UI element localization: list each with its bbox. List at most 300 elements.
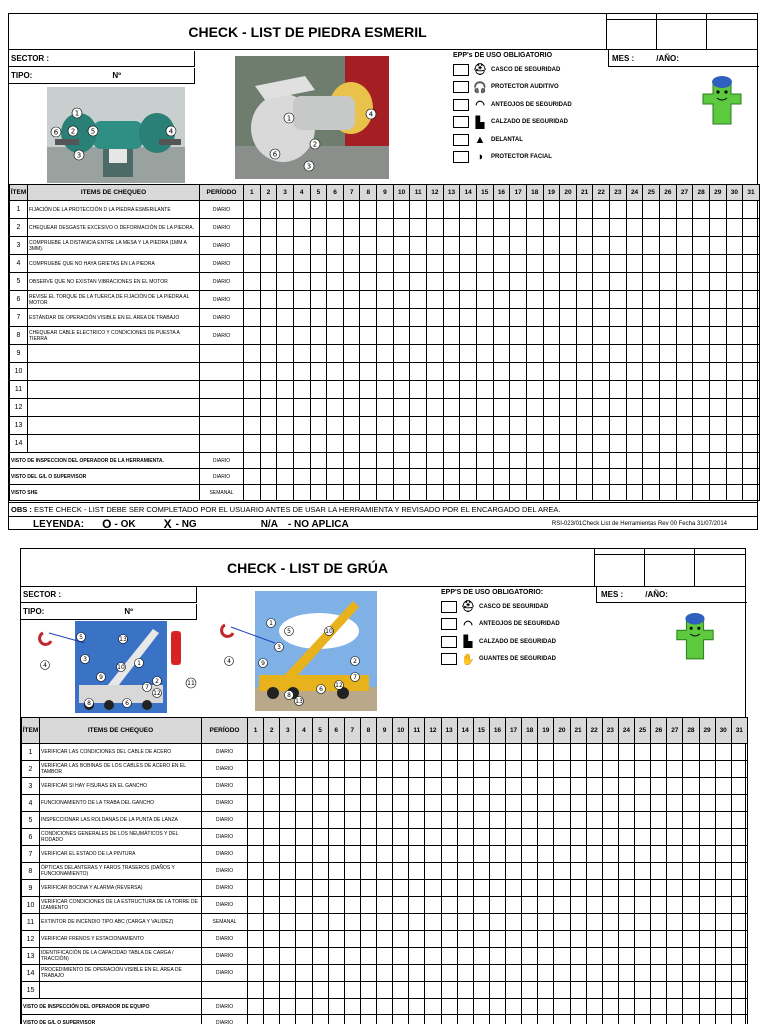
signoff-cell[interactable]: [726, 485, 743, 501]
signoff-cell[interactable]: [743, 469, 760, 485]
day-check-cell[interactable]: [473, 812, 489, 829]
day-check-cell[interactable]: [709, 399, 726, 417]
day-check-cell[interactable]: [489, 931, 505, 948]
day-check-cell[interactable]: [425, 880, 441, 897]
signoff-cell[interactable]: [343, 485, 360, 501]
day-check-cell[interactable]: [593, 363, 610, 381]
signoff-cell[interactable]: [280, 999, 296, 1015]
day-check-cell[interactable]: [360, 219, 377, 237]
day-check-cell[interactable]: [327, 435, 344, 453]
day-check-cell[interactable]: [586, 829, 602, 846]
day-check-cell[interactable]: [676, 201, 693, 219]
day-check-cell[interactable]: [570, 931, 586, 948]
day-check-cell[interactable]: [693, 291, 710, 309]
day-check-cell[interactable]: [743, 417, 760, 435]
day-check-cell[interactable]: [410, 345, 427, 363]
signoff-cell[interactable]: [643, 469, 660, 485]
day-check-cell[interactable]: [593, 291, 610, 309]
day-check-cell[interactable]: [731, 982, 747, 999]
day-check-cell[interactable]: [360, 291, 377, 309]
signoff-cell[interactable]: [310, 485, 327, 501]
day-check-cell[interactable]: [393, 982, 409, 999]
day-check-cell[interactable]: [651, 778, 667, 795]
day-check-cell[interactable]: [377, 744, 393, 761]
signoff-cell[interactable]: [715, 1015, 731, 1024]
day-check-cell[interactable]: [457, 965, 473, 982]
day-check-cell[interactable]: [560, 237, 577, 255]
signoff-cell[interactable]: [493, 453, 510, 469]
day-check-cell[interactable]: [248, 948, 264, 965]
day-check-cell[interactable]: [344, 863, 360, 880]
day-check-cell[interactable]: [264, 897, 280, 914]
day-check-cell[interactable]: [522, 880, 538, 897]
day-check-cell[interactable]: [280, 914, 296, 931]
day-check-cell[interactable]: [377, 829, 393, 846]
day-check-cell[interactable]: [344, 761, 360, 778]
day-check-cell[interactable]: [554, 846, 570, 863]
day-check-cell[interactable]: [543, 363, 560, 381]
day-check-cell[interactable]: [312, 761, 328, 778]
epp-checkbox[interactable]: [441, 618, 457, 630]
day-check-cell[interactable]: [312, 795, 328, 812]
day-check-cell[interactable]: [570, 829, 586, 846]
day-check-cell[interactable]: [310, 417, 327, 435]
day-check-cell[interactable]: [393, 931, 409, 948]
day-check-cell[interactable]: [264, 863, 280, 880]
day-check-cell[interactable]: [676, 291, 693, 309]
day-check-cell[interactable]: [554, 965, 570, 982]
day-check-cell[interactable]: [510, 435, 527, 453]
signoff-cell[interactable]: [460, 485, 477, 501]
signoff-cell[interactable]: [699, 999, 715, 1015]
day-check-cell[interactable]: [570, 948, 586, 965]
day-check-cell[interactable]: [522, 812, 538, 829]
day-check-cell[interactable]: [260, 255, 277, 273]
day-check-cell[interactable]: [699, 982, 715, 999]
day-check-cell[interactable]: [538, 897, 554, 914]
day-check-cell[interactable]: [602, 931, 618, 948]
day-check-cell[interactable]: [493, 417, 510, 435]
day-check-cell[interactable]: [393, 778, 409, 795]
day-check-cell[interactable]: [699, 914, 715, 931]
day-check-cell[interactable]: [360, 931, 376, 948]
day-check-cell[interactable]: [248, 778, 264, 795]
day-check-cell[interactable]: [683, 846, 699, 863]
day-check-cell[interactable]: [312, 744, 328, 761]
day-check-cell[interactable]: [560, 435, 577, 453]
day-check-cell[interactable]: [602, 863, 618, 880]
day-check-cell[interactable]: [651, 761, 667, 778]
day-check-cell[interactable]: [327, 399, 344, 417]
day-check-cell[interactable]: [522, 795, 538, 812]
signoff-cell[interactable]: [327, 469, 344, 485]
day-check-cell[interactable]: [260, 435, 277, 453]
day-check-cell[interactable]: [460, 417, 477, 435]
day-check-cell[interactable]: [526, 219, 543, 237]
day-check-cell[interactable]: [489, 965, 505, 982]
day-check-cell[interactable]: [443, 363, 460, 381]
day-check-cell[interactable]: [651, 863, 667, 880]
signoff-cell[interactable]: [683, 1015, 699, 1024]
day-check-cell[interactable]: [586, 778, 602, 795]
day-check-cell[interactable]: [476, 273, 493, 291]
day-check-cell[interactable]: [328, 931, 344, 948]
day-check-cell[interactable]: [618, 778, 634, 795]
day-check-cell[interactable]: [510, 291, 527, 309]
tipo-field[interactable]: [9, 68, 195, 84]
day-check-cell[interactable]: [344, 982, 360, 999]
day-check-cell[interactable]: [635, 761, 651, 778]
day-check-cell[interactable]: [244, 381, 261, 399]
day-check-cell[interactable]: [610, 435, 627, 453]
day-check-cell[interactable]: [280, 744, 296, 761]
day-check-cell[interactable]: [327, 255, 344, 273]
day-check-cell[interactable]: [489, 846, 505, 863]
day-check-cell[interactable]: [643, 327, 660, 345]
signoff-cell[interactable]: [360, 1015, 376, 1024]
day-check-cell[interactable]: [473, 897, 489, 914]
day-check-cell[interactable]: [709, 291, 726, 309]
signoff-cell[interactable]: [244, 469, 261, 485]
day-check-cell[interactable]: [344, 846, 360, 863]
day-check-cell[interactable]: [327, 417, 344, 435]
day-check-cell[interactable]: [277, 309, 294, 327]
day-check-cell[interactable]: [360, 399, 377, 417]
day-check-cell[interactable]: [693, 435, 710, 453]
day-check-cell[interactable]: [343, 399, 360, 417]
day-check-cell[interactable]: [393, 417, 410, 435]
signoff-cell[interactable]: [715, 999, 731, 1015]
signoff-cell[interactable]: [489, 1015, 505, 1024]
day-check-cell[interactable]: [293, 435, 310, 453]
day-check-cell[interactable]: [493, 345, 510, 363]
signoff-cell[interactable]: [328, 999, 344, 1015]
day-check-cell[interactable]: [538, 744, 554, 761]
day-check-cell[interactable]: [328, 846, 344, 863]
signoff-cell[interactable]: [626, 453, 643, 469]
signoff-cell[interactable]: [526, 453, 543, 469]
day-check-cell[interactable]: [277, 273, 294, 291]
day-check-cell[interactable]: [312, 914, 328, 931]
day-check-cell[interactable]: [264, 965, 280, 982]
day-check-cell[interactable]: [576, 399, 593, 417]
signoff-cell[interactable]: [676, 485, 693, 501]
day-check-cell[interactable]: [693, 399, 710, 417]
day-check-cell[interactable]: [576, 201, 593, 219]
day-check-cell[interactable]: [264, 846, 280, 863]
day-check-cell[interactable]: [244, 255, 261, 273]
day-check-cell[interactable]: [427, 345, 444, 363]
day-check-cell[interactable]: [427, 219, 444, 237]
day-check-cell[interactable]: [626, 273, 643, 291]
day-check-cell[interactable]: [543, 291, 560, 309]
day-check-cell[interactable]: [693, 237, 710, 255]
day-check-cell[interactable]: [667, 948, 683, 965]
day-check-cell[interactable]: [489, 948, 505, 965]
day-check-cell[interactable]: [393, 880, 409, 897]
day-check-cell[interactable]: [493, 435, 510, 453]
day-check-cell[interactable]: [377, 291, 394, 309]
signoff-cell[interactable]: [293, 453, 310, 469]
day-check-cell[interactable]: [264, 829, 280, 846]
day-check-cell[interactable]: [643, 219, 660, 237]
signoff-cell[interactable]: [543, 469, 560, 485]
day-check-cell[interactable]: [377, 965, 393, 982]
day-check-cell[interactable]: [660, 291, 677, 309]
day-check-cell[interactable]: [493, 399, 510, 417]
day-check-cell[interactable]: [538, 846, 554, 863]
day-check-cell[interactable]: [425, 931, 441, 948]
day-check-cell[interactable]: [393, 435, 410, 453]
day-check-cell[interactable]: [489, 795, 505, 812]
day-check-cell[interactable]: [360, 435, 377, 453]
day-check-cell[interactable]: [726, 219, 743, 237]
day-check-cell[interactable]: [264, 744, 280, 761]
day-check-cell[interactable]: [248, 812, 264, 829]
day-check-cell[interactable]: [460, 345, 477, 363]
day-check-cell[interactable]: [602, 914, 618, 931]
day-check-cell[interactable]: [715, 829, 731, 846]
day-check-cell[interactable]: [377, 273, 394, 291]
day-check-cell[interactable]: [441, 846, 457, 863]
day-check-cell[interactable]: [328, 982, 344, 999]
day-check-cell[interactable]: [425, 948, 441, 965]
day-check-cell[interactable]: [643, 381, 660, 399]
day-check-cell[interactable]: [360, 273, 377, 291]
day-check-cell[interactable]: [510, 219, 527, 237]
epp-checkbox[interactable]: [441, 653, 457, 665]
day-check-cell[interactable]: [277, 237, 294, 255]
day-check-cell[interactable]: [260, 399, 277, 417]
day-check-cell[interactable]: [476, 399, 493, 417]
day-check-cell[interactable]: [683, 897, 699, 914]
signoff-cell[interactable]: [393, 999, 409, 1015]
day-check-cell[interactable]: [457, 761, 473, 778]
day-check-cell[interactable]: [393, 914, 409, 931]
day-check-cell[interactable]: [635, 914, 651, 931]
signoff-cell[interactable]: [460, 469, 477, 485]
day-check-cell[interactable]: [296, 914, 312, 931]
signoff-cell[interactable]: [277, 485, 294, 501]
signoff-cell[interactable]: [457, 1015, 473, 1024]
signoff-cell[interactable]: [312, 999, 328, 1015]
day-check-cell[interactable]: [554, 948, 570, 965]
day-check-cell[interactable]: [393, 812, 409, 829]
signoff-cell[interactable]: [709, 469, 726, 485]
day-check-cell[interactable]: [343, 435, 360, 453]
day-check-cell[interactable]: [460, 291, 477, 309]
day-check-cell[interactable]: [726, 399, 743, 417]
signoff-cell[interactable]: [427, 453, 444, 469]
day-check-cell[interactable]: [506, 914, 522, 931]
day-check-cell[interactable]: [328, 812, 344, 829]
day-check-cell[interactable]: [522, 982, 538, 999]
day-check-cell[interactable]: [264, 795, 280, 812]
day-check-cell[interactable]: [296, 863, 312, 880]
day-check-cell[interactable]: [560, 273, 577, 291]
day-check-cell[interactable]: [343, 291, 360, 309]
day-check-cell[interactable]: [296, 846, 312, 863]
signoff-cell[interactable]: [693, 485, 710, 501]
signoff-cell[interactable]: [560, 485, 577, 501]
day-check-cell[interactable]: [460, 381, 477, 399]
day-check-cell[interactable]: [489, 744, 505, 761]
signoff-cell[interactable]: [643, 453, 660, 469]
day-check-cell[interactable]: [586, 744, 602, 761]
day-check-cell[interactable]: [260, 291, 277, 309]
day-check-cell[interactable]: [393, 291, 410, 309]
day-check-cell[interactable]: [410, 399, 427, 417]
signoff-cell[interactable]: [409, 999, 425, 1015]
day-check-cell[interactable]: [602, 880, 618, 897]
day-check-cell[interactable]: [409, 761, 425, 778]
day-check-cell[interactable]: [635, 812, 651, 829]
day-check-cell[interactable]: [473, 914, 489, 931]
day-check-cell[interactable]: [293, 417, 310, 435]
day-check-cell[interactable]: [709, 237, 726, 255]
day-check-cell[interactable]: [586, 880, 602, 897]
day-check-cell[interactable]: [643, 435, 660, 453]
day-check-cell[interactable]: [377, 863, 393, 880]
day-check-cell[interactable]: [731, 863, 747, 880]
signoff-cell[interactable]: [244, 453, 261, 469]
signoff-cell[interactable]: [676, 469, 693, 485]
day-check-cell[interactable]: [312, 931, 328, 948]
day-check-cell[interactable]: [473, 846, 489, 863]
day-check-cell[interactable]: [473, 948, 489, 965]
day-check-cell[interactable]: [635, 863, 651, 880]
day-check-cell[interactable]: [699, 812, 715, 829]
day-check-cell[interactable]: [618, 829, 634, 846]
day-check-cell[interactable]: [610, 273, 627, 291]
day-check-cell[interactable]: [328, 744, 344, 761]
day-check-cell[interactable]: [676, 327, 693, 345]
day-check-cell[interactable]: [377, 201, 394, 219]
day-check-cell[interactable]: [327, 237, 344, 255]
day-check-cell[interactable]: [476, 363, 493, 381]
day-check-cell[interactable]: [570, 863, 586, 880]
day-check-cell[interactable]: [248, 965, 264, 982]
day-check-cell[interactable]: [409, 744, 425, 761]
day-check-cell[interactable]: [427, 237, 444, 255]
day-check-cell[interactable]: [410, 219, 427, 237]
signoff-cell[interactable]: [277, 469, 294, 485]
day-check-cell[interactable]: [602, 778, 618, 795]
day-check-cell[interactable]: [277, 363, 294, 381]
day-check-cell[interactable]: [538, 829, 554, 846]
day-check-cell[interactable]: [506, 948, 522, 965]
signoff-cell[interactable]: [538, 1015, 554, 1024]
day-check-cell[interactable]: [473, 744, 489, 761]
day-check-cell[interactable]: [510, 417, 527, 435]
day-check-cell[interactable]: [293, 381, 310, 399]
day-check-cell[interactable]: [327, 291, 344, 309]
signoff-cell[interactable]: [709, 453, 726, 469]
day-check-cell[interactable]: [277, 399, 294, 417]
day-check-cell[interactable]: [635, 982, 651, 999]
day-check-cell[interactable]: [570, 965, 586, 982]
signoff-cell[interactable]: [310, 469, 327, 485]
day-check-cell[interactable]: [280, 931, 296, 948]
signoff-cell[interactable]: [377, 999, 393, 1015]
day-check-cell[interactable]: [476, 219, 493, 237]
day-check-cell[interactable]: [643, 273, 660, 291]
day-check-cell[interactable]: [293, 255, 310, 273]
day-check-cell[interactable]: [425, 846, 441, 863]
day-check-cell[interactable]: [343, 273, 360, 291]
day-check-cell[interactable]: [510, 345, 527, 363]
day-check-cell[interactable]: [510, 273, 527, 291]
signoff-cell[interactable]: [570, 999, 586, 1015]
day-check-cell[interactable]: [493, 291, 510, 309]
day-check-cell[interactable]: [522, 931, 538, 948]
day-check-cell[interactable]: [260, 363, 277, 381]
signoff-cell[interactable]: [344, 999, 360, 1015]
day-check-cell[interactable]: [443, 201, 460, 219]
signoff-cell[interactable]: [726, 453, 743, 469]
day-check-cell[interactable]: [393, 897, 409, 914]
day-check-cell[interactable]: [602, 829, 618, 846]
signoff-cell[interactable]: [280, 1015, 296, 1024]
day-check-cell[interactable]: [425, 897, 441, 914]
day-check-cell[interactable]: [493, 201, 510, 219]
day-check-cell[interactable]: [260, 345, 277, 363]
day-check-cell[interactable]: [493, 327, 510, 345]
day-check-cell[interactable]: [248, 880, 264, 897]
day-check-cell[interactable]: [683, 795, 699, 812]
day-check-cell[interactable]: [570, 812, 586, 829]
day-check-cell[interactable]: [260, 327, 277, 345]
day-check-cell[interactable]: [277, 345, 294, 363]
day-check-cell[interactable]: [441, 829, 457, 846]
day-check-cell[interactable]: [554, 931, 570, 948]
day-check-cell[interactable]: [293, 219, 310, 237]
day-check-cell[interactable]: [731, 931, 747, 948]
day-check-cell[interactable]: [543, 327, 560, 345]
day-check-cell[interactable]: [493, 381, 510, 399]
day-check-cell[interactable]: [489, 982, 505, 999]
day-check-cell[interactable]: [731, 812, 747, 829]
day-check-cell[interactable]: [667, 897, 683, 914]
day-check-cell[interactable]: [676, 219, 693, 237]
day-check-cell[interactable]: [726, 363, 743, 381]
day-check-cell[interactable]: [538, 880, 554, 897]
day-check-cell[interactable]: [473, 965, 489, 982]
day-check-cell[interactable]: [667, 863, 683, 880]
day-check-cell[interactable]: [586, 863, 602, 880]
signoff-cell[interactable]: [626, 469, 643, 485]
day-check-cell[interactable]: [248, 795, 264, 812]
day-check-cell[interactable]: [570, 982, 586, 999]
day-check-cell[interactable]: [457, 812, 473, 829]
signoff-cell[interactable]: [410, 453, 427, 469]
signoff-cell[interactable]: [699, 1015, 715, 1024]
day-check-cell[interactable]: [726, 201, 743, 219]
day-check-cell[interactable]: [360, 255, 377, 273]
day-check-cell[interactable]: [660, 309, 677, 327]
day-check-cell[interactable]: [310, 435, 327, 453]
day-check-cell[interactable]: [715, 863, 731, 880]
day-check-cell[interactable]: [489, 761, 505, 778]
day-check-cell[interactable]: [667, 795, 683, 812]
signoff-cell[interactable]: [693, 453, 710, 469]
day-check-cell[interactable]: [328, 948, 344, 965]
day-check-cell[interactable]: [425, 795, 441, 812]
day-check-cell[interactable]: [699, 829, 715, 846]
signoff-cell[interactable]: [264, 1015, 280, 1024]
epp-checkbox[interactable]: [453, 116, 469, 128]
day-check-cell[interactable]: [667, 812, 683, 829]
